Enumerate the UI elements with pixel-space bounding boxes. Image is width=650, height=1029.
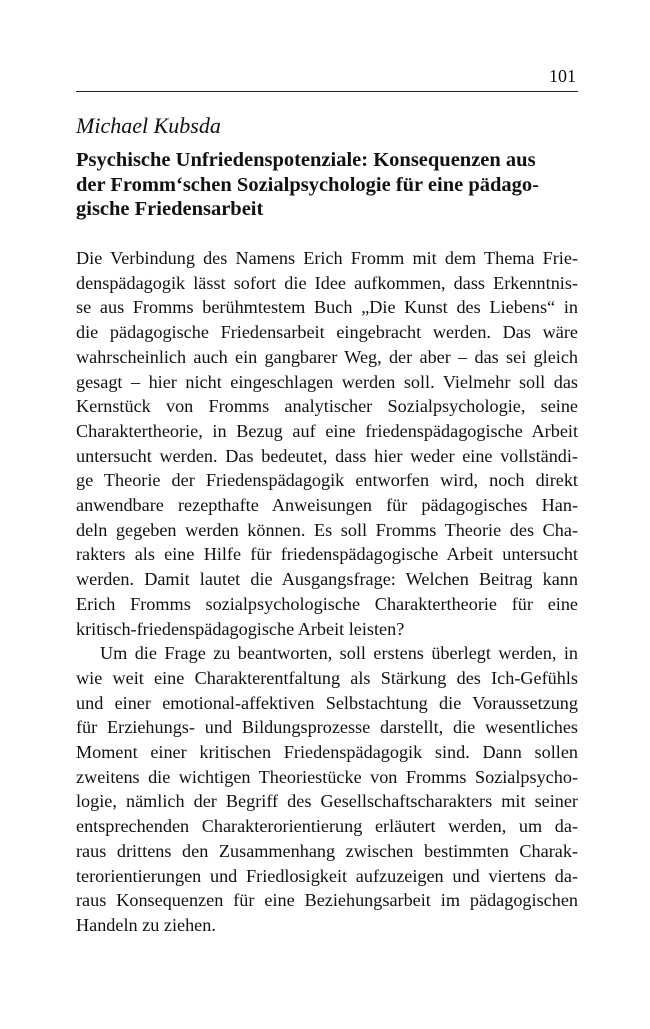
text-line: werden. Damit lautet die Ausgangsfrage: Welchen Beitrag kann	[76, 569, 578, 590]
text-line: rakters als eine Hilfe für friedenspädagogische Arbeit untersucht	[76, 544, 578, 565]
text-line: kritisch-friedenspädagogische Arbeit leisten?	[76, 618, 405, 639]
text-line: Handeln zu ziehen.	[76, 914, 216, 935]
text-line: Charaktertheorie, in Bezug auf eine friedenspädagogische Arbeit	[76, 420, 578, 441]
title-line: Psychische Unfriedenspotenziale: Konsequenzen aus	[76, 149, 536, 171]
text-line: Um die Frage zu beantworten, soll erstens überlegt werden, in	[100, 643, 578, 664]
text-line: se aus Fromms berühmtestem Buch „Die Kunst des Liebens“ in	[76, 297, 578, 318]
text-line: anwendbare rezepthafte Anweisungen für pädagogisches Han-	[76, 495, 578, 516]
text-line: ge Theorie der Friedenspädagogik entworfen wird, noch direkt	[76, 470, 578, 491]
text-line: untersucht werden. Das bedeutet, dass hier weder eine vollständi-	[76, 445, 578, 466]
paragraph-2	[76, 641, 578, 937]
text-line: zweitens die wichtigen Theoriestücke von Fromms Sozialpsycho-	[76, 766, 578, 787]
text-line: terorientierungen und Friedlosigkeit aufzuzeigen und viertens da-	[76, 865, 578, 886]
text-line: raus drittens den Zusammenhang zwischen bestimmten Charak-	[76, 840, 578, 861]
text-line: Erich Fromms sozialpsychologische Charaktertheorie für eine	[76, 593, 578, 614]
author-name: Michael Kubsda	[76, 113, 221, 138]
chapter-title	[76, 148, 576, 222]
text-line: entsprechenden Charakterorientierung erläutert werden, um da-	[76, 816, 578, 837]
text-line: denspädagogik lässt sofort die Idee aufkommen, dass Erkenntnis-	[76, 272, 578, 293]
text-line: die pädagogische Friedensarbeit eingebracht werden. Das wäre	[76, 322, 578, 343]
text-line: Die Verbindung des Namens Erich Fromm mit dem Thema Frie-	[76, 248, 578, 268]
text-line: wahrscheinlich auch ein gangbarer Weg, der aber – das sei gleich	[76, 346, 578, 367]
title-line: der Fromm‘schen Sozialpsychologie für eine pädago-	[76, 173, 539, 196]
body-text	[76, 246, 578, 938]
text-line: gesagt – hier nicht eingeschlagen werden soll. Vielmehr soll das	[76, 371, 578, 392]
text-line: wie weit eine Charakterentfaltung als Stärkung des Ich-Gefühls	[76, 667, 578, 688]
text-line: deln gegeben werden können. Es soll Fromms Theorie des Cha-	[76, 519, 578, 540]
text-line: raus Konsequenzen für eine Beziehungsarbeit im pädagogischen	[76, 890, 578, 911]
text-line: Kernstück von Fromms analytischer Sozialpsychologie, seine	[76, 396, 578, 417]
page-number: 101	[549, 66, 576, 86]
text-line: Moment einer kritischen Friedenspädagogik sind. Dann sollen	[76, 742, 578, 763]
text-line: und einer emotional-affektiven Selbstachtung die Voraussetzung	[76, 692, 578, 713]
text-line: logie, nämlich der Begriff des Gesellschaftscharakters mit seiner	[76, 791, 578, 812]
text-line: für Erziehungs- und Bildungsprozesse darstellt, die wesentliches	[76, 717, 578, 738]
paragraph-1	[76, 246, 578, 641]
title-line: gische Friedensarbeit	[76, 198, 264, 220]
header-rule	[76, 91, 578, 92]
